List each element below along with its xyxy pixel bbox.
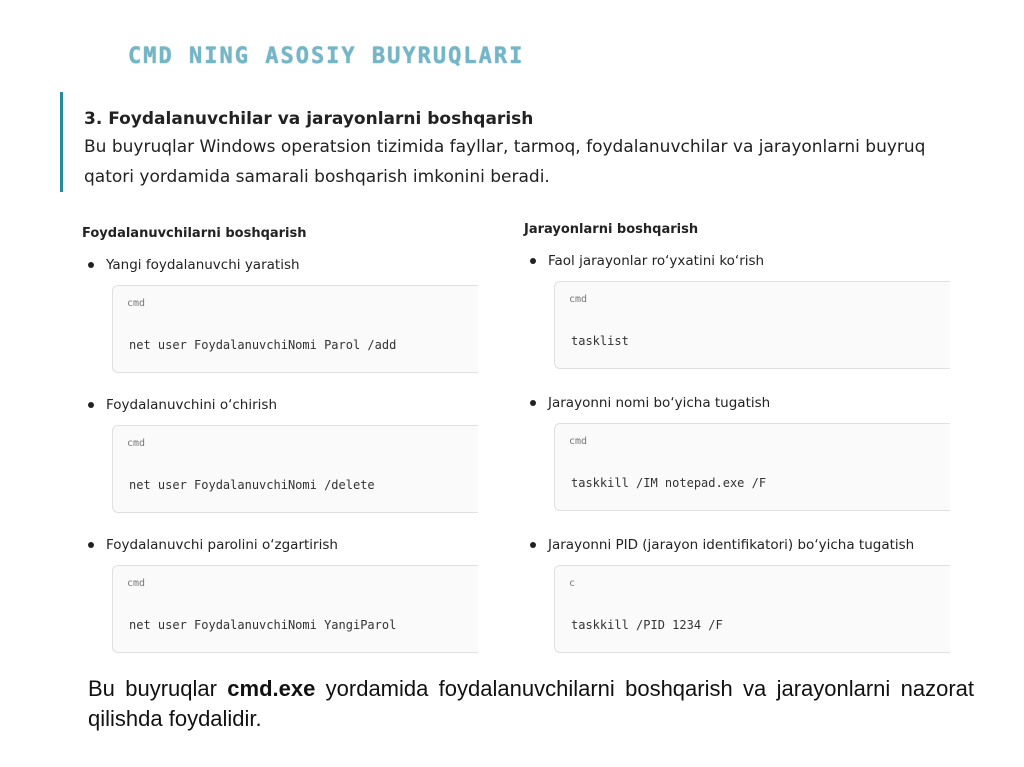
code-language: cmd [569,436,588,447]
code-command: tasklist [571,334,629,348]
code-block [112,425,478,513]
code-language: c [569,578,576,589]
item-label: Yangi foydalanuvchi yaratish [106,257,300,273]
accent-bar [60,92,63,192]
code-language: cmd [127,438,146,449]
code-block [112,285,478,373]
processes-column [524,222,950,653]
item-label: Jarayonni nomi bo‘yicha tugatish [548,395,771,411]
code-command: taskkill /PID 1234 /F [571,618,723,632]
item-label: Foydalanuvchini o‘chirish [106,397,277,413]
bullet-icon [88,542,94,548]
intro-heading: 3. Foydalanuvchilar va jarayonlarni boshqarish [84,109,534,129]
list-item [524,393,950,511]
intro-text: Bu buyruqlar Windows operatsion tizimida fayllar, tarmoq, foydalanuvchilar va jarayonlarni buyruq qatori yordamida samarali boshqarish imkonini beradi. [84,137,926,187]
code-command: taskkill /IM notepad.exe /F [571,476,767,490]
list-item [82,395,478,513]
code-block [554,565,950,653]
code-command: net user FoydalanuvchiNomi /delete [129,478,375,492]
item-label: Jarayonni PID (jarayon identifikatori) bo‘yicha tugatish [548,537,915,553]
intro-section [84,106,944,192]
code-block [554,423,950,511]
users-column-title: Foydalanuvchilarni boshqarish [82,226,307,241]
bullet-icon [530,400,536,406]
conclusion-after: yordamida foydalanuvchilarni boshqarish va jarayonlarni nazorat qilishda foydalidir. [88,676,975,731]
list-item [82,255,478,373]
processes-column-title: Jarayonlarni boshqarish [524,222,699,237]
code-command: net user FoydalanuvchiNomi Parol /add [129,338,397,352]
bullet-icon [88,262,94,268]
list-item [524,535,950,653]
code-block [112,565,478,653]
code-language: cmd [127,578,146,589]
code-language: cmd [127,298,146,309]
conclusion-before: Bu buyruqlar [88,676,228,701]
conclusion-text [88,674,974,734]
code-command: net user FoydalanuvchiNomi YangiParol [129,618,397,632]
slide-title: CMD NING ASOSIY BUYRUQLARI [128,44,525,69]
list-item [82,535,478,653]
conclusion-bold: cmd.exe [227,676,316,701]
item-label: Foydalanuvchi parolini o‘zgartirish [106,537,338,553]
code-block [554,281,950,369]
bullet-icon [88,402,94,408]
list-item [524,251,950,369]
users-column [82,226,478,653]
item-label: Faol jarayonlar ro‘yxatini ko‘rish [548,253,765,269]
code-language: cmd [569,294,588,305]
bullet-icon [530,258,536,264]
bullet-icon [530,542,536,548]
